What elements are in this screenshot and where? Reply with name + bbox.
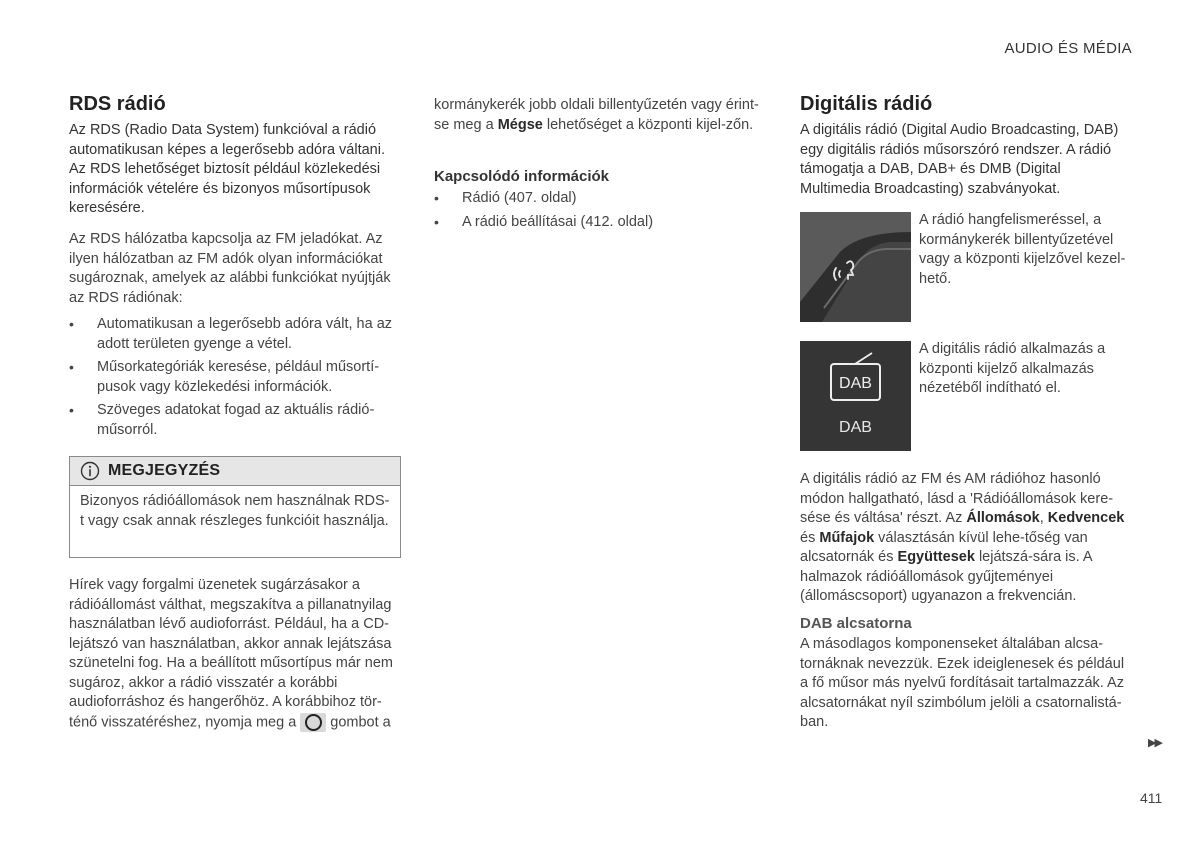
page-number: 411 [1140,790,1163,806]
related-info-title: Kapcsolódó információk [434,168,610,185]
note-title: MEGJEGYZÉS [108,462,221,479]
note-box [69,456,401,558]
col2-continuation [434,96,764,135]
dab-title: Digitális rádió [800,93,933,115]
genres-keyword: Műfajok [819,529,875,546]
list-item: • Műsorkategóriák keresése, például műsortí-pusok vagy közlekedési információk. [69,358,404,397]
list-item: • Automatikusan a legerősebb adóra vált, ha az adott területen gyenge a vétel. [69,315,404,354]
list-item: • Szöveges adatokat fogad az aktuális rádió-műsorról. [69,401,404,440]
img2-caption: A digitális rádió alkalmazás a központi kijelző alkalmazás nézetéből indítható el. [919,341,1106,396]
voice-control-photo [800,212,911,322]
dab-para-c: lejátszá-sára is. A halmazok rádióállomások gyűjteményei (állomáscsoport) ugyanazon a frekvencián. [800,549,1092,604]
rds-para3-end-a: ténő visszatéréshez, nyomja meg a [69,714,297,731]
ensembles-keyword: Együttesek [897,549,975,565]
dab-para-b: választásán kívül lehe-tőség van alcsatornák és [800,529,1088,565]
voice-control-button-illustration [800,212,911,322]
dab-subchannel-title: DAB alcsatorna [800,615,912,632]
rds-intro: Az RDS (Radio Data System) funkcióval a rádió automatikusan képes a legerősebb adóra váltani. Az RDS lehetőséget biztosít például közlekedési információk vételére és bizonyos műsortípusok keresésére. [69,122,385,216]
dab-intro: A digitális rádió (Digital Audio Broadcasting, DAB) egy digitális rádiós műsorszóró rendszer. A rádió támogatja a DAB, DAB+ és DMB (Digital Multimedia Broadcasting) szabványokat. [800,122,1119,197]
dab-para [800,470,1132,607]
section-header: AUDIO ÉS MÉDIA [1004,40,1132,57]
dab-subchannel-body: A másodlagos komponenseket általában alcsa-tornáknak nevezzük. Ezek ideiglenesek és például a fő műsor más nyelvű fordításait tartalmazzák. Az alcsatornákat nyíl szimbólum jelöli a csatornalistá-ban. [800,636,1125,730]
radio-icon [800,341,911,451]
note-header [70,457,400,486]
related-info-list [434,189,764,236]
col2-cont-b: lehetőséget a központi kijel-zőn. [546,116,754,133]
dab-app-label: DAB [839,419,872,436]
note-body: Bizonyos rádióállomások nem használnak RDS-t vagy csak annak részleges funkcióit használja. [80,493,390,529]
rds-para2: Az RDS hálózatba kapcsolja az FM jeladókat. Az ilyen hálózatban az FM adók olyan információkat sugároznak, amelyek az alábbi funkciókat nyújtják az RDS rádiónak: [69,231,391,306]
stations-keyword: Állomások [966,510,1040,526]
rds-title: RDS rádió [69,93,166,115]
dab-app-tile[interactable] [800,341,911,451]
dab-para-a: A digitális rádió az FM és AM rádióhoz hasonló módon hallgatható, lásd a 'Rádióállomások kere-sése és váltása' részt. Az [800,471,1114,526]
rds-para3-end-b: gombot a [330,714,391,731]
list-item[interactable]: • Rádió (407. oldal) [434,189,764,209]
rds-para3-end [69,713,414,733]
double-arrow-right-icon: ▶▶ [1148,737,1161,749]
rds-bullet-list [69,315,404,444]
cancel-keyword: Mégse [497,116,543,133]
back-button-icon [300,713,326,732]
separator: , [1039,510,1044,526]
favorites-keyword: Kedvencek [1047,510,1125,526]
rds-para3: Hírek vagy forgalmi üzenetek sugárzásakor a rádióállomást válthat, megszakítva a pillanatnyilag használatban lévő audioforrást. Például, ha a CD-lejátszó van használatban, akkor annak lejátszása szünetelni fog. Ha a beállított műsortípus már nem sugároz, akkor a rádió visszatér a korábbi audioforráshoz és hangerőhöz. A korábbihoz tör- [69,577,393,710]
list-item[interactable]: • A rádió beállításai (412. oldal) [434,213,764,233]
img1-caption: A rádió hangfelismeréssel, a kormánykerék billentyűzetével vagy a központi kijelzővel kezel-hető. [919,212,1126,287]
radio-icon-text: DAB [839,375,872,392]
col2-cont-a: kormánykerék jobb oldali billentyűzetén vagy érint-se meg a [434,97,759,133]
and-word: és [800,529,816,546]
info-icon [80,461,100,481]
